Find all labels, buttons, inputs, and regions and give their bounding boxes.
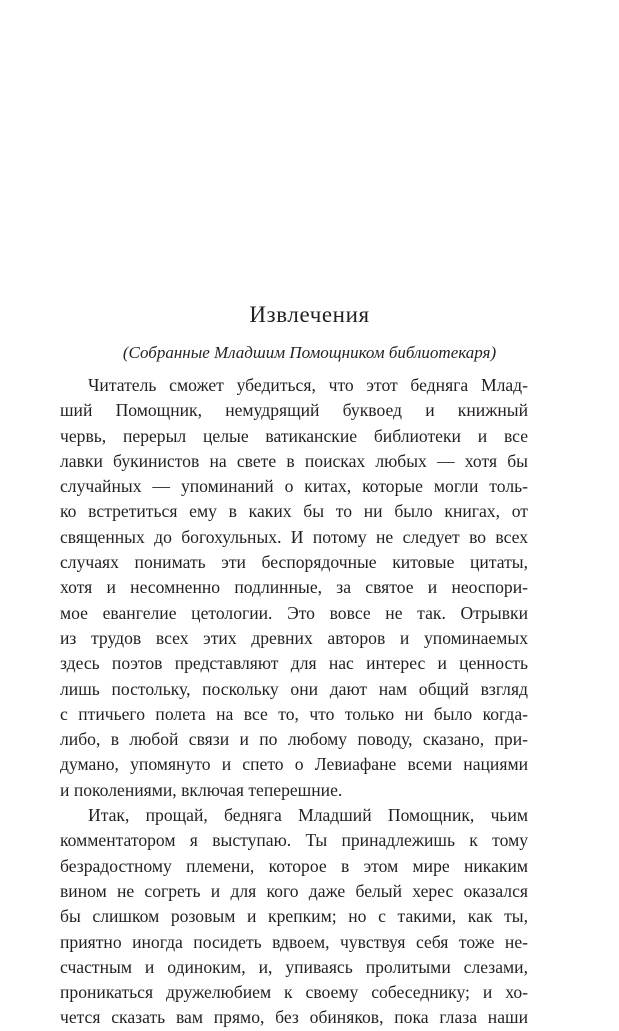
chapter-title: Извлечения xyxy=(249,302,370,327)
text-line: случайных — упоминаний о китах, которые могли толь- xyxy=(60,476,528,497)
text-line: из трудов всех этих древних авторов и упоминаемых xyxy=(60,627,528,648)
text-line: комментатором я выступаю. Ты принадлежишь к тому xyxy=(60,830,528,851)
paragraph-2 xyxy=(60,803,528,1031)
text-line: ко встретиться ему в каких бы то ни было книгах, от xyxy=(60,501,528,522)
text-line: либо, в любой связи и по любому поводу, сказано, при- xyxy=(60,729,528,750)
text-line: ший Помощник, немудрящий буквоед и книжный xyxy=(60,400,528,421)
text-line: Читатель сможет убедиться, что этот бедняга Млад- xyxy=(88,375,528,395)
text-line: и поколениями, включая теперешние. xyxy=(60,779,343,800)
text-line: думано, упомянуто и спето о Левиафане всеми нациями xyxy=(60,754,528,775)
text-line: лавки букинистов на свете в поисках любых — хотя бы xyxy=(60,450,528,471)
text-line: вином не согреть и для кого даже белый херес оказался xyxy=(60,880,528,901)
paragraph-1 xyxy=(60,373,528,803)
text-line: чется сказать вам прямо, без обиняков, пока глаза наши xyxy=(60,1007,528,1028)
text-line: случаях понимать эти беспорядочные китовые цитаты, xyxy=(60,552,528,573)
text-line: здесь поэтов представляют для нас интерес и ценность xyxy=(60,653,528,674)
text-line: мое евангелие цетологии. Это вовсе не так. Отрывки xyxy=(60,602,528,623)
text-line: червь, перерыл целые ватиканские библиотеки и все xyxy=(60,425,528,446)
chapter-subtitle: (Собранные Младшим Помощником библиотекаря) xyxy=(122,343,497,362)
body-text xyxy=(60,373,528,1031)
text-line: с птичьего полета на все то, что только ни было когда- xyxy=(60,703,528,724)
text-line: священных до богохульных. И потому не следует во всех xyxy=(60,526,528,547)
text-line: приятно иногда посидеть вдвоем, чувствуя себя тоже не- xyxy=(60,931,528,952)
text-line: безрадостному племени, которое в этом мире никаким xyxy=(60,855,528,876)
text-line: бы слишком розовым и крепким; но с такими, как ты, xyxy=(60,906,528,927)
text-line: лишь постольку, поскольку они дают нам общий взгляд xyxy=(60,678,528,699)
text-line: хотя и несомненно подлинные, за святое и неоспори- xyxy=(60,577,528,598)
text-line: Итак, прощай, бедняга Младший Помощник, чьим xyxy=(88,805,528,826)
text-line: проникаться дружелюбием к своему собеседнику; и хо- xyxy=(60,982,528,1003)
text-line: счастным и одиноким, и, упиваясь пролитыми слезами, xyxy=(60,956,528,977)
